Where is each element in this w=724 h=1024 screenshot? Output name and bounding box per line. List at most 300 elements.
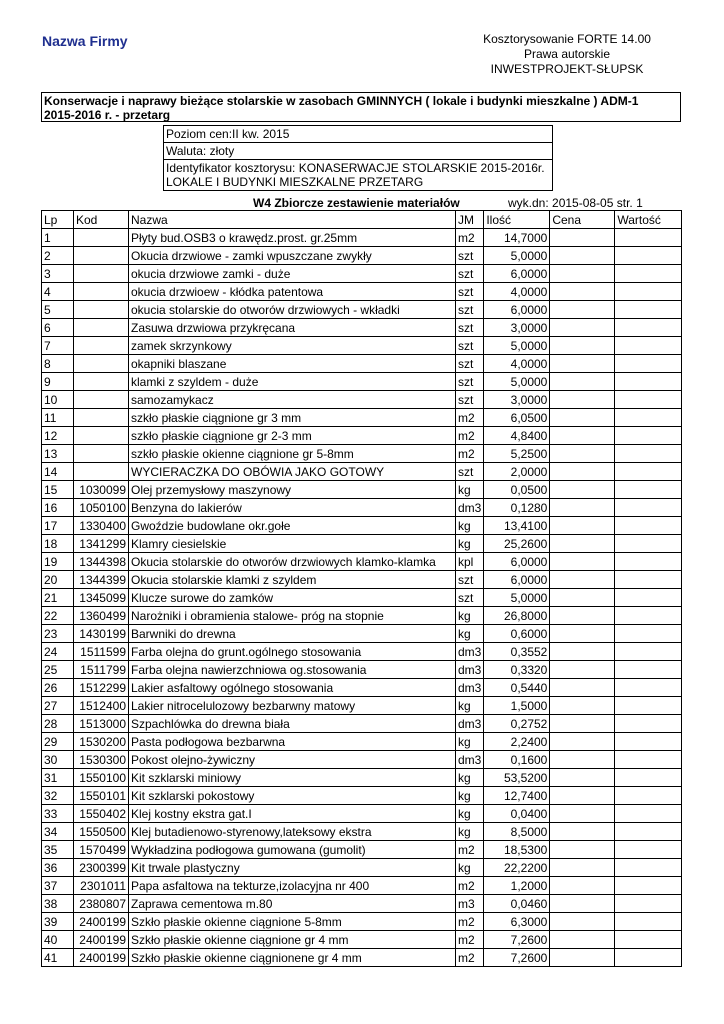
row-nazwa: zamek skrzynkowy xyxy=(129,337,456,355)
table-row xyxy=(42,805,682,823)
row-jm: kg xyxy=(456,733,484,751)
row-kod: 1341299 xyxy=(74,535,129,553)
row-jm: m2 xyxy=(456,841,484,859)
row-cena xyxy=(550,427,615,445)
row-cena xyxy=(550,733,615,751)
table-row xyxy=(42,355,682,373)
row-lp: 22 xyxy=(42,607,74,625)
row-ilosc: 18,5300 xyxy=(484,841,550,859)
row-lp: 41 xyxy=(42,949,74,967)
col-jm: JM xyxy=(456,211,484,229)
row-nazwa: Lakier asfaltowy ogólnego stosowania xyxy=(129,679,456,697)
row-wartosc xyxy=(615,841,682,859)
row-jm: kg xyxy=(456,625,484,643)
row-ilosc: 0,5440 xyxy=(484,679,550,697)
table-row xyxy=(42,895,682,913)
row-kod: 1430199 xyxy=(74,625,129,643)
row-wartosc xyxy=(615,337,682,355)
row-ilosc: 0,0400 xyxy=(484,805,550,823)
row-jm: szt xyxy=(456,391,484,409)
row-lp: 21 xyxy=(42,589,74,607)
row-lp: 6 xyxy=(42,319,74,337)
row-jm: dm3 xyxy=(456,715,484,733)
row-lp: 20 xyxy=(42,571,74,589)
row-wartosc xyxy=(615,265,682,283)
row-wartosc xyxy=(615,571,682,589)
table-row xyxy=(42,697,682,715)
row-kod: 2400199 xyxy=(74,949,129,967)
row-nazwa: Pasta podłogowa bezbarwna xyxy=(129,733,456,751)
row-kod xyxy=(74,445,129,463)
estimate-title-line1: Konserwacje i naprawy bieżące stolarskie w zasobach GMINNYCH ( lokale i budynki mieszkalne ) ADM-1 xyxy=(44,94,639,108)
row-lp: 9 xyxy=(42,373,74,391)
row-cena xyxy=(550,247,615,265)
table-row xyxy=(42,715,682,733)
table-row xyxy=(42,517,682,535)
row-cena xyxy=(550,571,615,589)
table-row xyxy=(42,553,682,571)
row-cena xyxy=(550,715,615,733)
row-cena xyxy=(550,643,615,661)
row-wartosc xyxy=(615,319,682,337)
row-wartosc xyxy=(615,553,682,571)
row-nazwa: Narożniki i obramienia stalowe- próg na stopnie xyxy=(129,607,456,625)
table-row xyxy=(42,409,682,427)
col-cena: Cena xyxy=(550,211,615,229)
row-lp: 8 xyxy=(42,355,74,373)
row-cena xyxy=(550,391,615,409)
row-kod xyxy=(74,337,129,355)
row-nazwa: Klamry ciesielskie xyxy=(129,535,456,553)
row-jm: m2 xyxy=(456,409,484,427)
report-title: W4 Zbiorcze zestawienie materiałów xyxy=(253,196,460,210)
row-nazwa: Lakier nitrocelulozowy bezbarwny matowy xyxy=(129,697,456,715)
row-jm: kg xyxy=(456,859,484,877)
row-wartosc xyxy=(615,823,682,841)
row-cena xyxy=(550,481,615,499)
row-nazwa: okucia drzwioew - kłódka patentowa xyxy=(129,283,456,301)
row-jm: kg xyxy=(456,517,484,535)
row-ilosc: 0,0460 xyxy=(484,895,550,913)
identifier-line2: LOKALE I BUDYNKI MIESZKALNE PRZETARG xyxy=(166,175,424,189)
row-nazwa: samozamykacz xyxy=(129,391,456,409)
row-wartosc xyxy=(615,373,682,391)
table-row xyxy=(42,877,682,895)
col-wartosc: Wartość xyxy=(615,211,682,229)
row-jm: dm3 xyxy=(456,679,484,697)
row-cena xyxy=(550,229,615,247)
row-ilosc: 6,0000 xyxy=(484,553,550,571)
row-ilosc: 1,2000 xyxy=(484,877,550,895)
row-ilosc: 5,0000 xyxy=(484,373,550,391)
row-jm: m2 xyxy=(456,427,484,445)
row-kod: 1511599 xyxy=(74,643,129,661)
row-cena xyxy=(550,319,615,337)
row-wartosc xyxy=(615,499,682,517)
row-kod: 1550500 xyxy=(74,823,129,841)
table-header-row xyxy=(42,211,682,229)
row-wartosc xyxy=(615,751,682,769)
row-wartosc xyxy=(615,859,682,877)
row-ilosc: 6,0000 xyxy=(484,301,550,319)
row-ilosc: 0,3552 xyxy=(484,643,550,661)
row-ilosc: 0,3320 xyxy=(484,661,550,679)
row-nazwa: Wykładzina podłogowa gumowana (gumolit) xyxy=(129,841,456,859)
row-nazwa: Okucia drzwiowe - zamki wpuszczane zwykły xyxy=(129,247,456,265)
col-nazwa: Nazwa xyxy=(129,211,456,229)
row-wartosc xyxy=(615,589,682,607)
row-lp: 32 xyxy=(42,787,74,805)
row-jm: szt xyxy=(456,589,484,607)
row-lp: 40 xyxy=(42,931,74,949)
row-cena xyxy=(550,913,615,931)
row-cena xyxy=(550,805,615,823)
row-ilosc: 2,0000 xyxy=(484,463,550,481)
row-jm: m2 xyxy=(456,445,484,463)
row-kod: 1511799 xyxy=(74,661,129,679)
row-wartosc xyxy=(615,715,682,733)
row-lp: 37 xyxy=(42,877,74,895)
table-row xyxy=(42,787,682,805)
estimate-title xyxy=(41,92,681,122)
row-lp: 18 xyxy=(42,535,74,553)
table-row xyxy=(42,265,682,283)
table-row xyxy=(42,337,682,355)
row-wartosc xyxy=(615,481,682,499)
row-nazwa: Szpachlówka do drewna biała xyxy=(129,715,456,733)
row-wartosc xyxy=(615,643,682,661)
row-cena xyxy=(550,661,615,679)
row-ilosc: 4,0000 xyxy=(484,283,550,301)
row-jm: szt xyxy=(456,283,484,301)
row-kod xyxy=(74,463,129,481)
row-lp: 13 xyxy=(42,445,74,463)
currency: Waluta: złoty xyxy=(164,143,552,160)
row-kod: 1360499 xyxy=(74,607,129,625)
row-lp: 34 xyxy=(42,823,74,841)
row-ilosc: 12,7400 xyxy=(484,787,550,805)
row-lp: 3 xyxy=(42,265,74,283)
row-jm: szt xyxy=(456,571,484,589)
row-ilosc: 0,2752 xyxy=(484,715,550,733)
row-jm: m2 xyxy=(456,931,484,949)
row-wartosc xyxy=(615,301,682,319)
table-row xyxy=(42,463,682,481)
row-kod: 1050100 xyxy=(74,499,129,517)
row-ilosc: 5,0000 xyxy=(484,589,550,607)
row-lp: 16 xyxy=(42,499,74,517)
row-lp: 17 xyxy=(42,517,74,535)
table-row xyxy=(42,751,682,769)
row-kod: 1330400 xyxy=(74,517,129,535)
row-jm: dm3 xyxy=(456,643,484,661)
row-jm: kpl xyxy=(456,553,484,571)
row-ilosc: 26,8000 xyxy=(484,607,550,625)
row-cena xyxy=(550,931,615,949)
row-lp: 24 xyxy=(42,643,74,661)
row-nazwa: Szkło płaskie okienne ciągnionene gr 4 mm xyxy=(129,949,456,967)
row-nazwa: Benzyna do lakierów xyxy=(129,499,456,517)
row-jm: m3 xyxy=(456,895,484,913)
row-nazwa: Gwoździe budowlane okr.gołe xyxy=(129,517,456,535)
row-nazwa: Okucia stolarskie klamki z szyldem xyxy=(129,571,456,589)
row-cena xyxy=(550,283,615,301)
row-nazwa: szkło płaskie ciągnione gr 2-3 mm xyxy=(129,427,456,445)
row-lp: 7 xyxy=(42,337,74,355)
row-wartosc xyxy=(615,607,682,625)
row-jm: kg xyxy=(456,769,484,787)
row-ilosc: 3,0000 xyxy=(484,319,550,337)
row-kod xyxy=(74,427,129,445)
row-ilosc: 7,2600 xyxy=(484,949,550,967)
row-ilosc: 6,3000 xyxy=(484,913,550,931)
row-jm: szt xyxy=(456,355,484,373)
row-nazwa: Okucia stolarskie do otworów drzwiowych klamko-klamka xyxy=(129,553,456,571)
company-name: Nazwa Firmy xyxy=(42,33,128,49)
row-wartosc xyxy=(615,229,682,247)
row-jm: szt xyxy=(456,463,484,481)
row-lp: 14 xyxy=(42,463,74,481)
row-cena xyxy=(550,553,615,571)
table-row xyxy=(42,769,682,787)
row-kod: 1530300 xyxy=(74,751,129,769)
row-nazwa: Papa asfaltowa na tekturze,izolacyjna nr 400 xyxy=(129,877,456,895)
table-row xyxy=(42,229,682,247)
price-level: Poziom cen:II kw. 2015 xyxy=(164,126,552,143)
row-nazwa: szkło płaskie ciągnione gr 3 mm xyxy=(129,409,456,427)
materials-table xyxy=(41,210,682,967)
row-wartosc xyxy=(615,913,682,931)
row-lp: 35 xyxy=(42,841,74,859)
row-lp: 2 xyxy=(42,247,74,265)
row-cena xyxy=(550,301,615,319)
row-nazwa: Farba olejna nawierzchniowa og.stosowania xyxy=(129,661,456,679)
table-row xyxy=(42,481,682,499)
row-ilosc: 5,0000 xyxy=(484,337,550,355)
row-lp: 38 xyxy=(42,895,74,913)
col-ilosc: Ilość xyxy=(484,211,550,229)
row-jm: szt xyxy=(456,319,484,337)
row-nazwa: Klej butadienowo-styrenowy,lateksowy ekstra xyxy=(129,823,456,841)
row-wartosc xyxy=(615,535,682,553)
row-jm: m2 xyxy=(456,877,484,895)
row-ilosc: 8,5000 xyxy=(484,823,550,841)
row-wartosc xyxy=(615,355,682,373)
row-lp: 4 xyxy=(42,283,74,301)
identifier-line1: Identyfikator kosztorysu: KONASERWACJE STOLARSKIE 2015-2016r. xyxy=(166,161,545,175)
row-kod xyxy=(74,283,129,301)
table-row xyxy=(42,319,682,337)
row-nazwa: okapniki blaszane xyxy=(129,355,456,373)
row-kod: 1512400 xyxy=(74,697,129,715)
row-kod: 1512299 xyxy=(74,679,129,697)
table-row xyxy=(42,913,682,931)
row-nazwa: Kit szklarski miniowy xyxy=(129,769,456,787)
row-wartosc xyxy=(615,445,682,463)
row-lp: 26 xyxy=(42,679,74,697)
row-cena xyxy=(550,769,615,787)
row-ilosc: 3,0000 xyxy=(484,391,550,409)
row-wartosc xyxy=(615,247,682,265)
row-wartosc xyxy=(615,661,682,679)
table-row xyxy=(42,841,682,859)
row-lp: 39 xyxy=(42,913,74,931)
estimate-identifier xyxy=(164,160,552,190)
row-kod xyxy=(74,391,129,409)
row-lp: 30 xyxy=(42,751,74,769)
row-ilosc: 5,0000 xyxy=(484,247,550,265)
row-jm: kg xyxy=(456,823,484,841)
table-row xyxy=(42,859,682,877)
row-jm: kg xyxy=(456,481,484,499)
row-kod: 1513000 xyxy=(74,715,129,733)
row-ilosc: 0,6000 xyxy=(484,625,550,643)
row-cena xyxy=(550,949,615,967)
row-jm: kg xyxy=(456,787,484,805)
row-kod: 2301011 xyxy=(74,877,129,895)
row-ilosc: 6,0000 xyxy=(484,265,550,283)
row-lp: 28 xyxy=(42,715,74,733)
row-lp: 23 xyxy=(42,625,74,643)
row-lp: 10 xyxy=(42,391,74,409)
row-kod xyxy=(74,373,129,391)
row-ilosc: 7,2600 xyxy=(484,931,550,949)
row-kod: 1570499 xyxy=(74,841,129,859)
row-nazwa: Szkło płaskie okienne ciągnione 5-8mm xyxy=(129,913,456,931)
row-wartosc xyxy=(615,409,682,427)
row-cena xyxy=(550,463,615,481)
col-lp: Lp xyxy=(42,211,74,229)
copyright-label: Prawa autorskie xyxy=(523,47,611,61)
row-kod xyxy=(74,319,129,337)
row-cena xyxy=(550,877,615,895)
row-wartosc xyxy=(615,391,682,409)
row-cena xyxy=(550,373,615,391)
row-nazwa: Klej kostny ekstra gat.I xyxy=(129,805,456,823)
row-jm: kg xyxy=(456,535,484,553)
table-row xyxy=(42,931,682,949)
row-cena xyxy=(550,625,615,643)
row-jm: kg xyxy=(456,697,484,715)
row-kod xyxy=(74,355,129,373)
table-row xyxy=(42,571,682,589)
row-cena xyxy=(550,751,615,769)
row-kod: 1030099 xyxy=(74,481,129,499)
estimate-info-box xyxy=(163,125,553,191)
row-cena xyxy=(550,589,615,607)
row-jm: kg xyxy=(456,607,484,625)
row-nazwa: WYCIERACZKA DO OBÓWIA JAKO GOTOWY xyxy=(129,463,456,481)
row-cena xyxy=(550,895,615,913)
table-row xyxy=(42,499,682,517)
table-row xyxy=(42,733,682,751)
row-wartosc xyxy=(615,283,682,301)
row-lp: 1 xyxy=(42,229,74,247)
row-ilosc: 4,8400 xyxy=(484,427,550,445)
row-ilosc: 0,1600 xyxy=(484,751,550,769)
row-jm: m2 xyxy=(456,229,484,247)
row-ilosc: 22,2200 xyxy=(484,859,550,877)
table-row xyxy=(42,373,682,391)
row-nazwa: klamki z szyldem - duże xyxy=(129,373,456,391)
row-wartosc xyxy=(615,517,682,535)
row-jm: szt xyxy=(456,265,484,283)
table-row xyxy=(42,247,682,265)
row-kod: 1344398 xyxy=(74,553,129,571)
row-kod: 1550101 xyxy=(74,787,129,805)
row-kod: 1550402 xyxy=(74,805,129,823)
row-nazwa: Zaprawa cementowa m.80 xyxy=(129,895,456,913)
row-ilosc: 6,0500 xyxy=(484,409,550,427)
row-lp: 15 xyxy=(42,481,74,499)
row-nazwa: Kit szklarski pokostowy xyxy=(129,787,456,805)
row-wartosc xyxy=(615,895,682,913)
table-row xyxy=(42,823,682,841)
row-ilosc: 2,2400 xyxy=(484,733,550,751)
row-wartosc xyxy=(615,877,682,895)
table-row xyxy=(42,535,682,553)
program-info xyxy=(457,32,677,77)
row-cena xyxy=(550,787,615,805)
row-ilosc: 14,7000 xyxy=(484,229,550,247)
row-jm: dm3 xyxy=(456,751,484,769)
row-ilosc: 13,4100 xyxy=(484,517,550,535)
row-nazwa: Płyty bud.OSB3 o krawędz.prost. gr.25mm xyxy=(129,229,456,247)
table-row xyxy=(42,661,682,679)
table-row xyxy=(42,679,682,697)
row-wartosc xyxy=(615,769,682,787)
row-jm: szt xyxy=(456,373,484,391)
row-wartosc xyxy=(615,679,682,697)
row-kod xyxy=(74,301,129,319)
row-nazwa: Klucze surowe do zamków xyxy=(129,589,456,607)
row-lp: 31 xyxy=(42,769,74,787)
row-jm: szt xyxy=(456,337,484,355)
row-lp: 29 xyxy=(42,733,74,751)
row-ilosc: 1,5000 xyxy=(484,697,550,715)
row-nazwa: Pokost olejno-żywiczny xyxy=(129,751,456,769)
row-jm: dm3 xyxy=(456,499,484,517)
table-row xyxy=(42,301,682,319)
row-wartosc xyxy=(615,427,682,445)
row-ilosc: 0,1280 xyxy=(484,499,550,517)
table-row xyxy=(42,643,682,661)
row-lp: 19 xyxy=(42,553,74,571)
row-cena xyxy=(550,679,615,697)
row-ilosc: 53,5200 xyxy=(484,769,550,787)
estimate-title-line2: 2015-2016 r. - przetarg xyxy=(44,108,171,122)
row-cena xyxy=(550,517,615,535)
row-jm: kg xyxy=(456,805,484,823)
row-lp: 11 xyxy=(42,409,74,427)
row-kod xyxy=(74,265,129,283)
row-cena xyxy=(550,355,615,373)
row-ilosc: 25,2600 xyxy=(484,535,550,553)
row-cena xyxy=(550,265,615,283)
row-ilosc: 4,0000 xyxy=(484,355,550,373)
row-wartosc xyxy=(615,733,682,751)
row-kod xyxy=(74,247,129,265)
row-cena xyxy=(550,535,615,553)
row-nazwa: Kit trwale plastyczny xyxy=(129,859,456,877)
row-ilosc: 0,0500 xyxy=(484,481,550,499)
table-row xyxy=(42,607,682,625)
row-wartosc xyxy=(615,805,682,823)
row-kod: 2380807 xyxy=(74,895,129,913)
row-cena xyxy=(550,607,615,625)
row-cena xyxy=(550,823,615,841)
table-row xyxy=(42,625,682,643)
